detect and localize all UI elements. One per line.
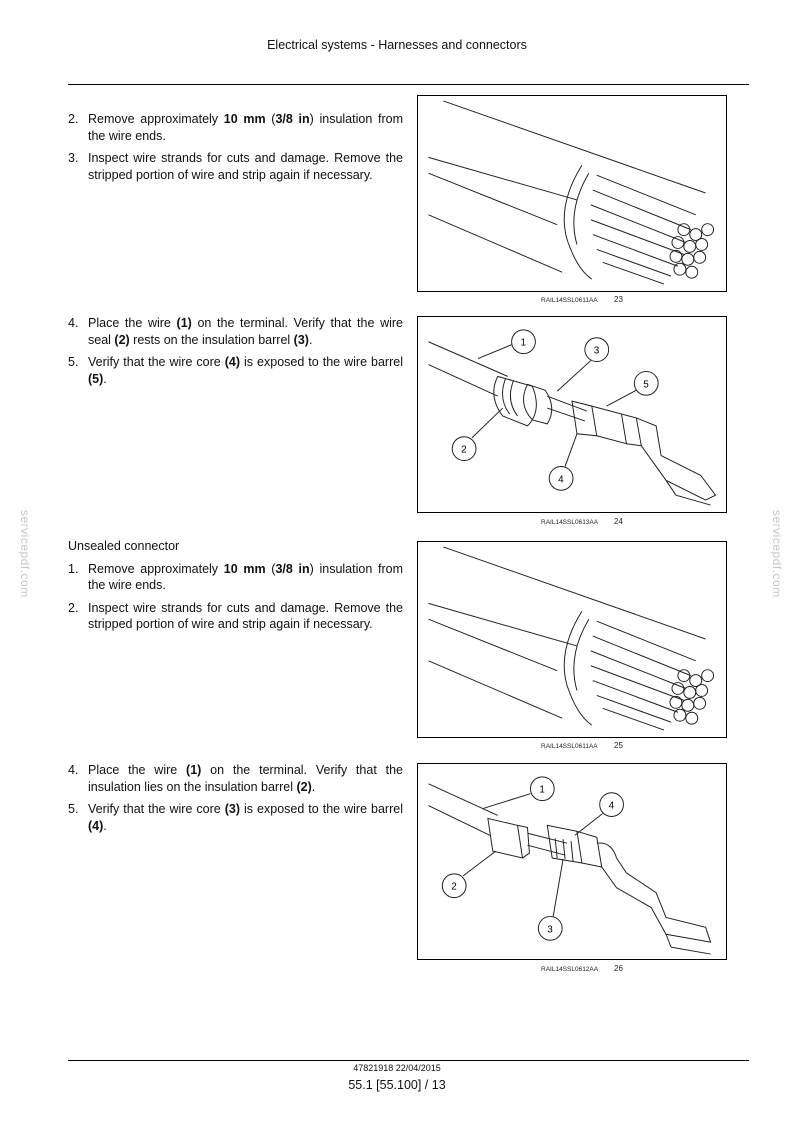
step-number: 5.	[68, 355, 79, 369]
step-text-run: ) insulation from the wire ends.	[88, 561, 403, 592]
callout-4: 4	[558, 474, 564, 486]
step-number: 4.	[68, 316, 79, 330]
step-text	[88, 111, 403, 144]
figure-number: 26	[614, 964, 623, 973]
step-text-bold: (5)	[88, 371, 104, 386]
step-text	[88, 354, 403, 387]
step-text-run: (	[265, 112, 276, 126]
figure-stripped-wire	[417, 95, 727, 292]
figure-number: 25	[614, 741, 623, 750]
instruction-step	[68, 354, 403, 387]
watermark-right: servicepdf.com	[770, 510, 784, 598]
stripped-wire-illustration	[418, 96, 726, 291]
step-text-run: Verify that the wire core	[88, 802, 225, 816]
step-number: 2.	[68, 112, 79, 126]
step-text-run: rests on the insulation barrel	[129, 332, 294, 347]
text-block	[68, 315, 403, 393]
step-text-run: Remove approximately	[88, 561, 224, 576]
step-text-bold: (1)	[176, 316, 192, 330]
figure-code: RAIL14SSL0611AA	[541, 297, 598, 304]
step-text-run: Inspect wire strands for cuts and damage. Remove the stripped portion of wire and strip again if necessary.	[88, 151, 403, 182]
instruction-step	[68, 150, 403, 183]
figure-number: 24	[614, 517, 623, 526]
step-number: 1.	[68, 561, 79, 576]
figure-code: RAIL14SSL0611AA	[541, 743, 598, 750]
step-text-bold: 3/8 in	[275, 561, 310, 576]
step-text-run: Remove approximately	[88, 112, 224, 126]
step-text-run: Inspect wire strands for cuts and damage. Remove the stripped portion of wire and strip again if necessary.	[88, 600, 403, 631]
step-text-run: on the terminal. Verify that the wire seal	[88, 316, 403, 347]
step-text-run: Place the wire	[88, 763, 187, 777]
step-text	[88, 762, 403, 795]
unsealed-terminal-illustration	[418, 764, 726, 959]
step-text-run: is exposed to the wire barrel	[240, 802, 403, 816]
callout-3: 3	[593, 345, 600, 357]
step-text-bold: (3)	[293, 332, 309, 347]
step-text-run: (	[265, 561, 276, 576]
callout-1: 1	[539, 784, 545, 796]
callout-5: 5	[643, 379, 649, 391]
text-block	[68, 538, 403, 639]
step-text-run: .	[103, 818, 107, 833]
footer-page-number: 55.1 [55.100] / 13	[348, 1078, 446, 1092]
step-text-bold: 10 mm	[223, 112, 266, 126]
step-text-bold: (2)	[296, 779, 312, 794]
figure-stripped-wire	[417, 541, 727, 738]
figure-code: RAIL14SSL0612AA	[541, 966, 599, 973]
step-text-run: Place the wire	[88, 316, 177, 330]
footer-rule	[68, 1060, 749, 1061]
step-number: 4.	[68, 763, 79, 777]
callout-3: 3	[547, 924, 553, 936]
instruction-step	[68, 315, 403, 348]
figure-unsealed-terminal	[417, 763, 727, 960]
sealed-terminal-illustration	[418, 317, 726, 512]
figure-code: RAIL14SSL0613AA	[541, 519, 599, 526]
step-text-run: is exposed to the wire barrel	[240, 355, 403, 369]
instruction-step	[68, 600, 403, 633]
step-number: 3.	[68, 151, 79, 165]
figure-number: 23	[614, 295, 623, 304]
section-heading: Unsealed connector	[68, 539, 180, 553]
step-text-bold: (3)	[224, 802, 241, 816]
figure-sealed-terminal	[417, 316, 727, 513]
step-text	[88, 801, 403, 834]
callout-1: 1	[520, 337, 527, 349]
step-text-run: .	[103, 371, 107, 386]
instruction-step	[68, 111, 403, 144]
instruction-step	[68, 762, 403, 795]
step-text-run: Verify that the wire core	[88, 355, 225, 369]
instruction-step	[68, 801, 403, 834]
step-text-bold: (4)	[88, 818, 104, 833]
step-text	[88, 150, 403, 183]
footer-doc-ref: 47821918 22/04/2015	[353, 1063, 441, 1073]
step-text-run: .	[308, 332, 313, 347]
watermark-left: servicepdf.com	[18, 510, 32, 598]
step-text	[88, 315, 403, 348]
step-text	[88, 600, 403, 633]
step-text	[88, 561, 403, 594]
callout-2: 2	[451, 881, 457, 893]
callout-4: 4	[608, 800, 615, 812]
step-number: 2.	[68, 600, 79, 615]
step-text-run: .	[311, 779, 316, 794]
stripped-wire-illustration	[418, 542, 726, 737]
step-number: 5.	[68, 802, 79, 816]
instruction-step	[68, 561, 403, 594]
step-text-bold: 3/8 in	[275, 112, 310, 126]
header-rule	[68, 84, 749, 85]
text-block	[68, 111, 403, 189]
page-header: Electrical systems - Harnesses and connectors	[267, 38, 527, 52]
step-text-run: ) insulation from the wire ends.	[88, 112, 403, 143]
step-text-bold: (1)	[186, 763, 202, 777]
step-text-bold: (4)	[224, 355, 241, 369]
step-text-run: on the terminal. Verify that the insulation lies on the insulation barrel	[88, 763, 403, 794]
text-block	[68, 762, 403, 840]
callout-2: 2	[461, 444, 467, 456]
step-text-bold: 10 mm	[223, 561, 266, 576]
step-text-bold: (2)	[114, 332, 130, 347]
